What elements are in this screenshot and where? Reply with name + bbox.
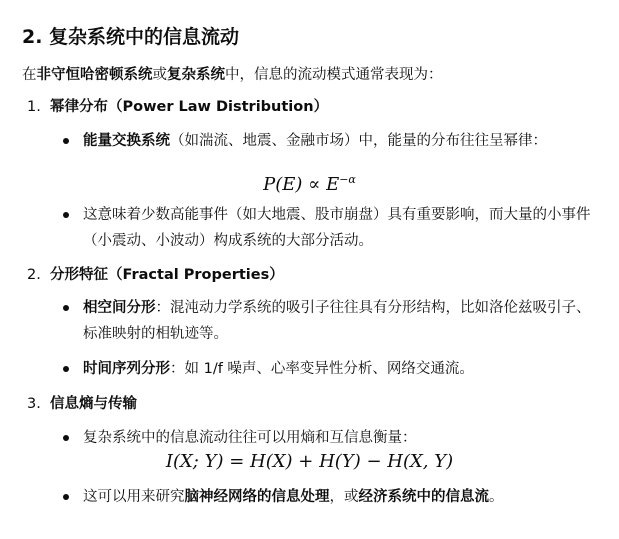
section-heading: 2. 复杂系统中的信息流动 <box>22 26 240 48</box>
formula-base: E <box>326 174 340 195</box>
list-item-3-title: 信息熵与传输 <box>50 396 137 412</box>
item-3-bullet-2-bold-economy: 经济系统中的信息流 <box>358 489 489 505</box>
formula-proportional: ∝ <box>308 174 321 195</box>
list-item-3-heading <box>27 393 137 415</box>
intro-bold-hamiltonian: 非守恒哈密顿系统 <box>36 67 153 83</box>
intro-prefix: 在 <box>22 67 37 83</box>
item-1-bullet-1 <box>83 128 593 154</box>
list-item-2-heading <box>27 264 284 286</box>
item-3-bullet-2-mid: ，或 <box>329 489 359 505</box>
power-law-formula <box>0 167 619 198</box>
intro-mid: 或 <box>152 67 167 83</box>
list-item-3-number: 3. <box>27 396 41 412</box>
item-1-bullet-1-bold: 能量交换系统 <box>83 133 170 149</box>
list-item-1-title: 幂律分布（Power Law Distribution） <box>50 99 329 115</box>
list-item-2-title: 分形特征（Fractal Properties） <box>50 267 284 283</box>
item-3-bullet-1: 复杂系统中的信息流动往往可以用熵和互信息衡量： <box>83 425 593 451</box>
item-2-bullet-1 <box>83 295 593 347</box>
item-1-bullet-2: 这意味着少数高能事件（如大地震、股市崩盘）具有重要影响，而大量的小事件（小震动、小波动）构成系统的大部分活动。 <box>83 202 593 254</box>
list-item-2-number: 2. <box>27 267 41 283</box>
intro-bold-complex: 复杂系统 <box>167 67 225 83</box>
item-3-bullet-2-suffix: 。 <box>489 489 504 505</box>
item-2-bullet-1-bold: 相空间分形 <box>83 300 156 316</box>
intro-paragraph <box>22 64 443 86</box>
formula-lhs: P(E) <box>263 174 303 195</box>
item-3-bullet-2-prefix: 这可以用来研究 <box>83 489 185 505</box>
item-2-bullet-2-text: ：如 1/f 噪声、心率变异性分析、网络交通流。 <box>170 361 474 377</box>
item-1-bullet-1-text: （如湍流、地震、金融市场）中，能量的分布往往呈幂律： <box>170 133 547 149</box>
item-3-bullet-2 <box>83 484 593 510</box>
intro-suffix: 中，信息的流动模式通常表现为： <box>225 67 443 83</box>
list-item-1-number: 1. <box>27 99 41 115</box>
item-2-bullet-2 <box>83 356 593 382</box>
item-3-bullet-2-bold-neural: 脑神经网络的信息处理 <box>184 489 330 505</box>
item-2-bullet-1-text: ：混沌动力学系统的吸引子往往具有分形结构，比如洛伦兹吸引子、标准映射的相轨迹等。 <box>83 300 591 342</box>
formula-exponent: −α <box>339 173 356 186</box>
list-item-1-heading <box>27 96 328 118</box>
item-2-bullet-2-bold: 时间序列分形 <box>83 361 170 377</box>
mutual-information-formula: I(X; Y) = H(X) + H(Y) − H(X, Y) <box>165 451 454 472</box>
